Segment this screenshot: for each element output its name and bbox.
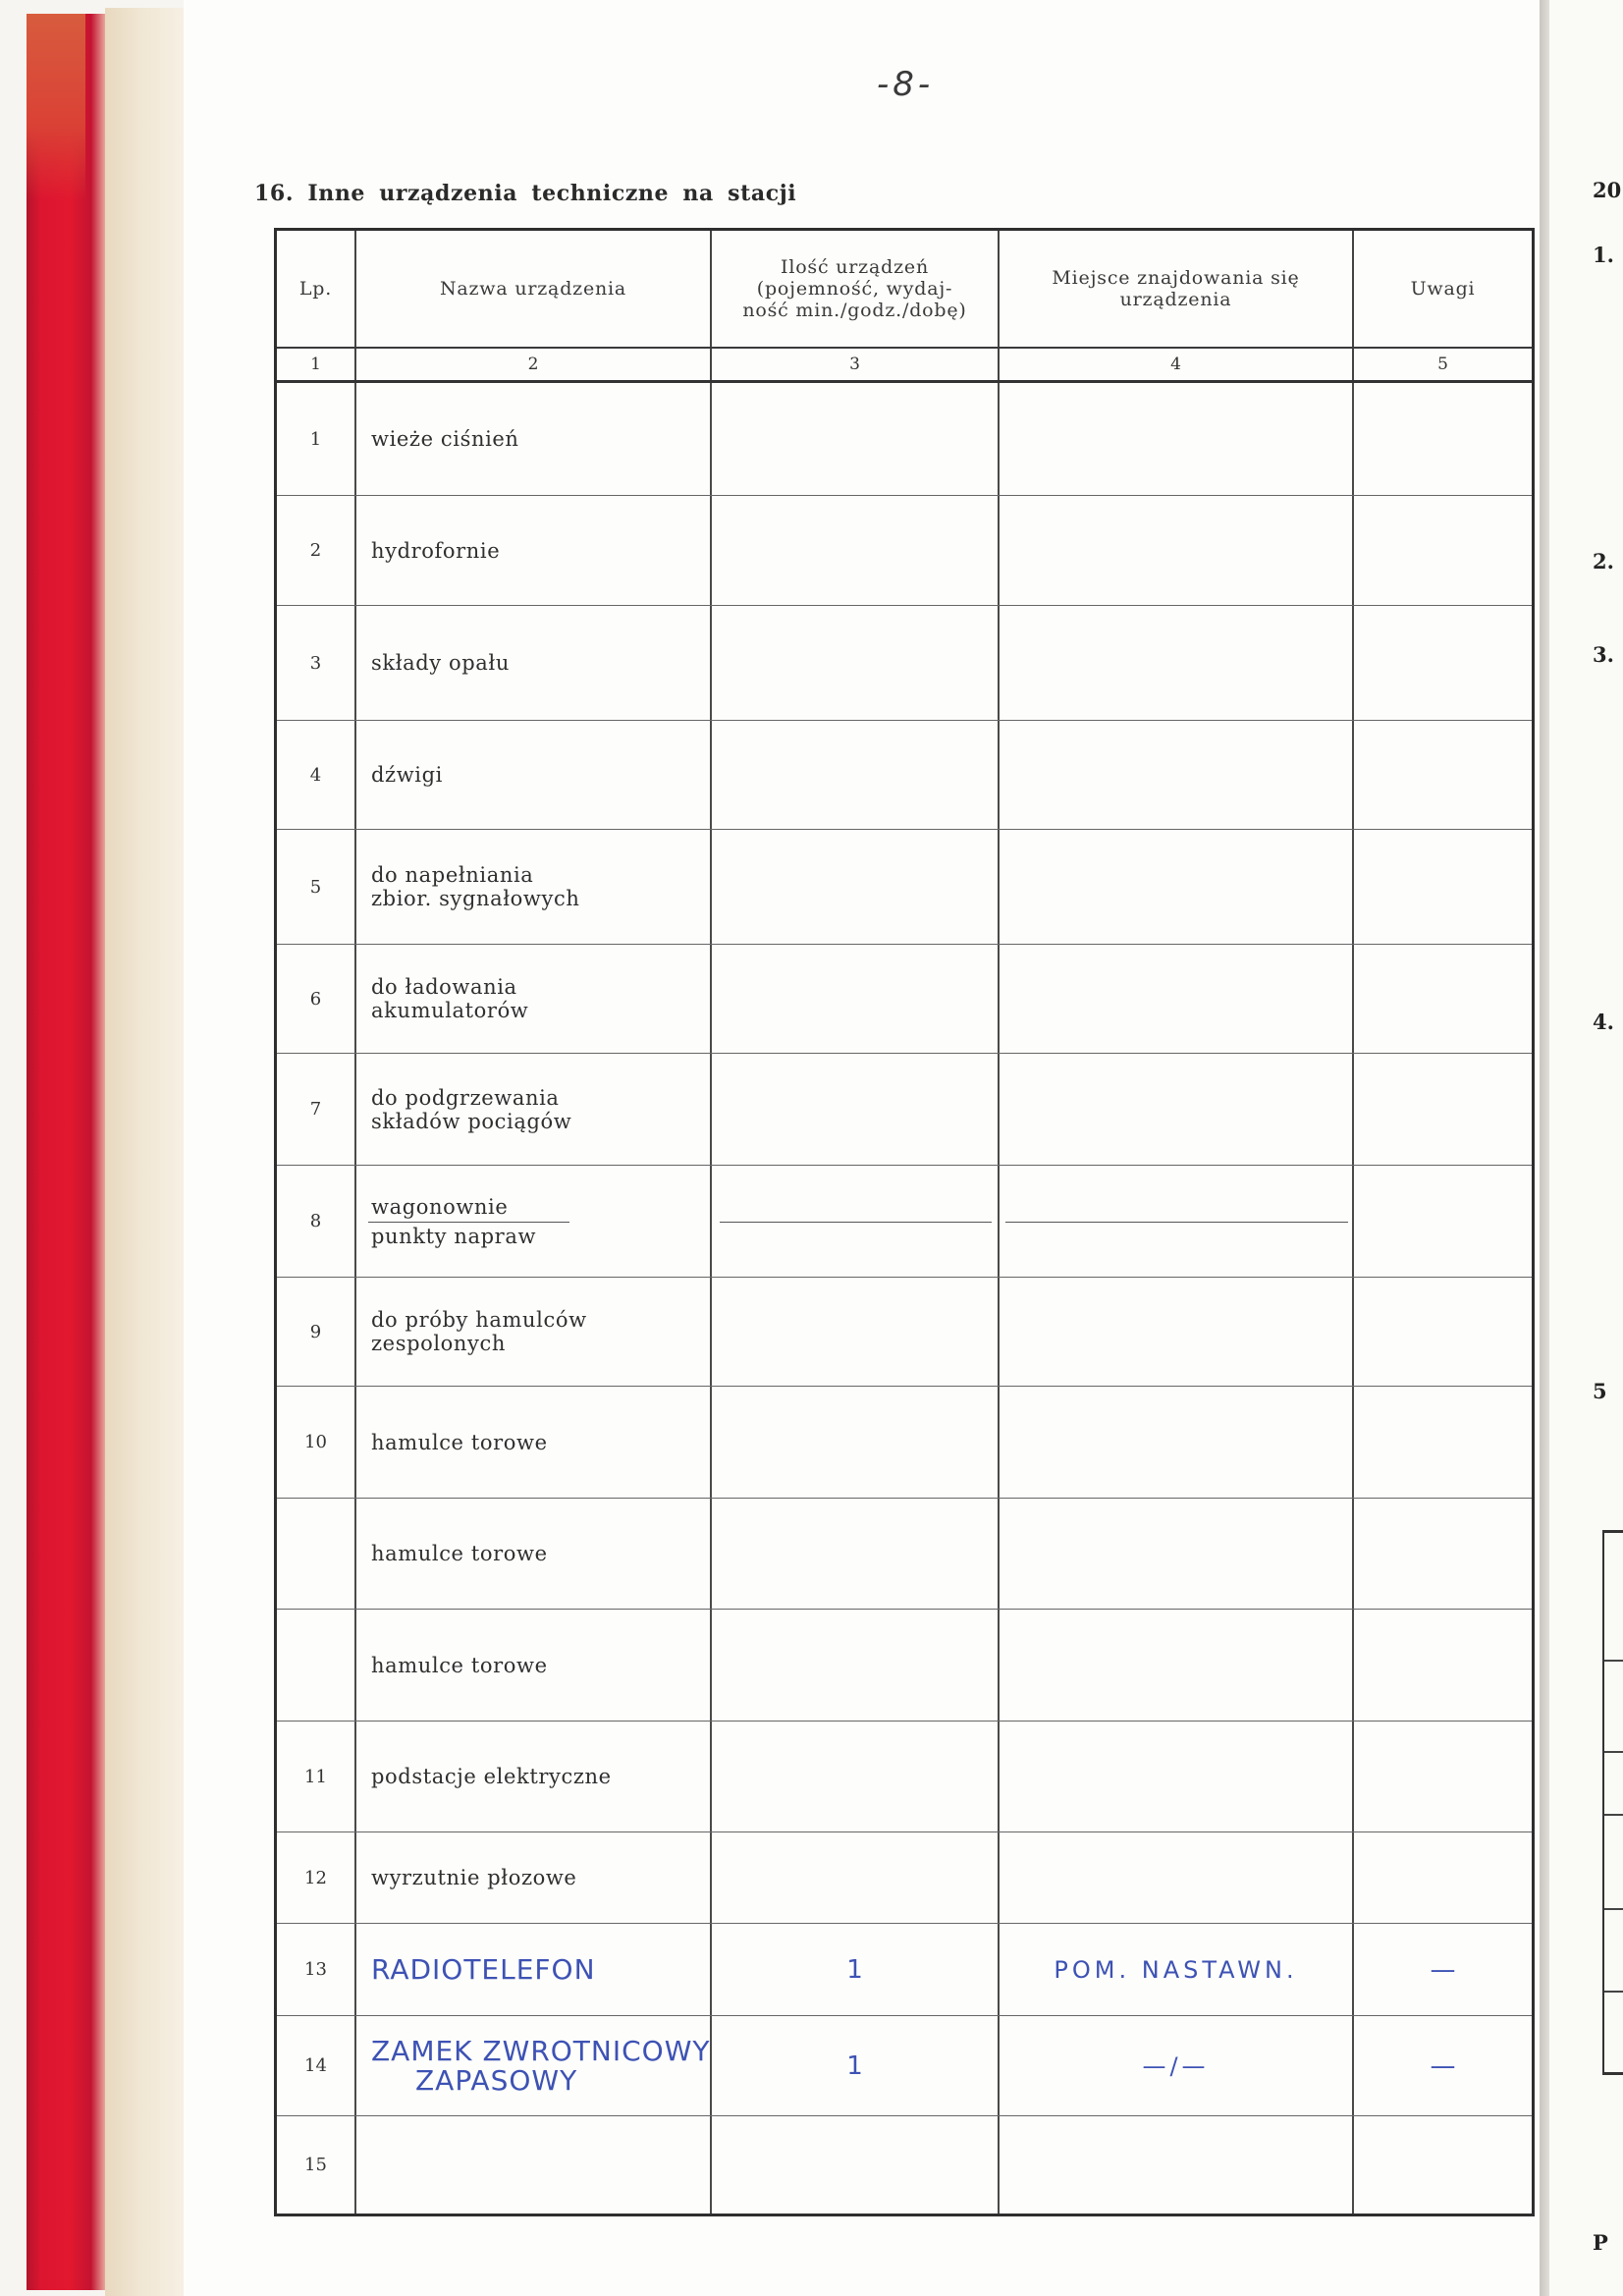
adjacent-page-margin-mark: 3. [1593,642,1614,667]
adjacent-table-rule [1604,1814,1623,1816]
header-text-line: Lp. [298,278,333,300]
header-cell-5 [1354,231,1532,347]
device-name-cell [356,1610,712,1721]
remarks-cell [1354,1278,1532,1386]
device-name-cell [356,1499,712,1609]
location-cell [1000,1924,1354,2015]
header-cell-3 [712,231,1000,347]
remarks-value: — [1430,2050,1456,2081]
header-text-line: Miejsce znajdowania się [1052,267,1300,289]
quantity-cell [712,1610,1000,1721]
header-cell-1 [277,231,356,347]
device-name-cell [356,830,712,944]
column-number-row [277,349,1532,383]
quantity-cell [712,945,1000,1053]
remarks-cell [1354,830,1532,944]
location-cell [1000,1166,1354,1277]
device-name-cell [356,1722,712,1831]
device-name-cell [356,1832,712,1923]
adjacent-page-margin-mark: 4. [1593,1010,1614,1034]
quantity-cell [712,383,1000,495]
device-name-cell [356,1924,712,2015]
device-name-line: wagonownie [371,1194,509,1219]
binding-worn-corner [27,14,85,200]
table-row [277,1924,1532,2016]
row-number-cell: 8 [277,1166,356,1277]
device-name-line: RADIOTELEFON [371,1952,596,1986]
remarks-cell [1354,606,1532,720]
quantity-value: 1 [846,2050,863,2081]
location-cell [1000,2016,1354,2115]
column-number: 3 [712,349,1000,380]
adjacent-table-rule [1604,1751,1623,1753]
device-name-cell [356,496,712,605]
device-name-line: podstacje elektryczne [371,1765,612,1788]
location-cell [1000,1722,1354,1831]
header-text-line: (pojemność, wydaj- [756,278,953,300]
adjacent-page-margin-mark: 5 [1593,1379,1607,1403]
table-header [277,231,1532,349]
adjacent-page-margin-mark: P [1593,2230,1608,2255]
quantity-cell [712,1924,1000,2015]
device-name-cell [356,606,712,720]
quantity-cell [712,496,1000,605]
row-split-rule [1005,1222,1348,1223]
table-row [277,945,1532,1054]
table-row [277,2116,1532,2214]
row-number-cell [277,1610,356,1721]
remarks-cell [1354,1610,1532,1721]
adjacent-page-margin-mark: 2. [1593,549,1614,574]
device-name-cell [356,1278,712,1386]
remarks-cell [1354,496,1532,605]
section-title: 16. Inne urządzenia techniczne na stacji [254,181,797,206]
location-cell [1000,1610,1354,1721]
quantity-cell [712,721,1000,829]
location-value: —/— [1142,2051,1210,2080]
row-number-cell: 13 [277,1924,356,2015]
device-name-cell [356,1387,712,1498]
table-row [277,383,1532,496]
row-number-cell: 1 [277,383,356,495]
location-cell [1000,496,1354,605]
red-binding-spine [27,14,105,2290]
column-number: 4 [1000,349,1354,380]
row-split-rule [368,1222,569,1223]
header-cell-4 [1000,231,1354,347]
remarks-cell [1354,1924,1532,2015]
row-number-cell: 5 [277,830,356,944]
remarks-cell [1354,383,1532,495]
remarks-cell [1354,1722,1532,1831]
row-number-cell: 12 [277,1832,356,1923]
row-split-rule [720,1222,992,1223]
remarks-cell [1354,1387,1532,1498]
row-number-cell: 10 [277,1387,356,1498]
remarks-cell [1354,721,1532,829]
device-name-line: hamulce torowe [371,1653,548,1677]
quantity-cell [712,2016,1000,2115]
row-number-cell: 14 [277,2016,356,2115]
quantity-cell [712,1832,1000,1923]
device-name-line: hydrofornie [371,538,501,563]
table-row [277,2016,1532,2116]
table-row [277,1832,1532,1924]
device-name-line: składów pociągów [371,1109,572,1133]
device-name-line: hamulce torowe [371,1430,548,1454]
table-row [277,1166,1532,1278]
location-cell [1000,2116,1354,2214]
equipment-table [274,228,1535,2216]
remarks-cell [1354,1499,1532,1609]
device-name-cell [356,383,712,495]
device-name-line: do podgrzewania [371,1085,560,1110]
header-cell-2 [356,231,712,347]
device-name-line: wieże ciśnień [371,427,519,451]
table-row [277,1387,1532,1499]
device-name-line: wyrzutnie płozowe [371,1866,577,1889]
table-row [277,1278,1532,1387]
device-name-cell [356,1166,712,1277]
row-number-cell [277,1499,356,1609]
quantity-cell [712,1499,1000,1609]
table-row [277,1499,1532,1610]
device-name-line: dźwigi [371,763,443,787]
table-row [277,606,1532,721]
table-row [277,496,1532,606]
location-cell [1000,383,1354,495]
adjacent-table-rule [1604,1660,1623,1662]
remarks-cell [1354,2016,1532,2115]
quantity-cell [712,1054,1000,1165]
location-cell [1000,1832,1354,1923]
quantity-cell [712,1722,1000,1831]
column-number: 5 [1437,355,1448,374]
quantity-cell [712,1166,1000,1277]
header-text-line: Nazwa urządzenia [439,278,627,300]
binding-margin-strip [105,8,184,2296]
device-name-line: do napełniania [371,863,534,887]
device-name-line: hamulce torowe [371,1542,548,1565]
quantity-value: 1 [846,1954,863,1985]
device-name-cell [356,2116,712,2214]
quantity-cell [712,2116,1000,2214]
adjacent-table-rule [1604,1991,1623,1993]
adjacent-page-margin-mark: 20 [1593,178,1622,202]
location-cell [1000,1278,1354,1386]
remarks-cell [1354,2116,1532,2214]
location-cell [1000,945,1354,1053]
row-number-cell: 6 [277,945,356,1053]
table-row [277,830,1532,945]
location-cell [1000,830,1354,944]
device-name-line: ZAPASOWY [415,2063,578,2097]
row-number-cell: 4 [277,721,356,829]
row-number-cell: 7 [277,1054,356,1165]
location-value: POM. NASTAWN. [1054,1955,1298,1984]
header-text-line: ność min./godz./dobę) [742,300,967,321]
device-name-line: zbior. sygnałowych [371,887,580,910]
table-row [277,1610,1532,1722]
row-number-cell: 9 [277,1278,356,1386]
adjacent-page-edge [1549,0,1623,2296]
quantity-cell [712,1278,1000,1386]
device-name-line: do ładowania [371,975,517,999]
table-row [277,1054,1532,1166]
device-name-line: ZAMEK ZWROTNICOWY [371,2034,711,2067]
page-number: -8- [877,65,935,104]
adjacent-page-margin-mark: 1. [1593,243,1614,267]
remarks-cell [1354,1166,1532,1277]
remarks-cell [1354,945,1532,1053]
row-number-cell: 11 [277,1722,356,1831]
table-row [277,1722,1532,1832]
remarks-value: — [1430,1954,1456,1985]
header-text-line: Ilość urządzeń [781,256,929,278]
remarks-cell [1354,1054,1532,1165]
location-cell [1000,1387,1354,1498]
device-name-line: akumulatorów [371,999,529,1022]
quantity-cell [712,830,1000,944]
adjacent-table-rule [1604,1908,1623,1910]
device-name-cell [356,945,712,1053]
device-name-line: zespolonych [371,1332,506,1355]
adjacent-page-table-fragment [1602,1530,1623,2075]
location-cell [1000,1499,1354,1609]
remarks-cell [1354,1832,1532,1923]
row-number-cell: 15 [277,2116,356,2214]
table-row [277,721,1532,830]
row-number-cell: 2 [277,496,356,605]
quantity-cell [712,1387,1000,1498]
table-body [277,383,1532,2214]
column-number: 2 [356,349,712,380]
quantity-cell [712,606,1000,720]
header-text-line: Uwagi [1410,278,1476,300]
location-cell [1000,721,1354,829]
row-number-cell: 3 [277,606,356,720]
location-cell [1000,606,1354,720]
column-number: 1 [277,349,356,380]
device-name-line: do próby hamulców [371,1308,587,1332]
device-name-cell [356,2016,712,2115]
device-name-line: punkty napraw [371,1224,537,1248]
header-text-line: urządzenia [1119,289,1232,310]
device-name-line: składy opału [371,651,510,675]
location-cell [1000,1054,1354,1165]
device-name-cell [356,721,712,829]
device-name-cell [356,1054,712,1165]
